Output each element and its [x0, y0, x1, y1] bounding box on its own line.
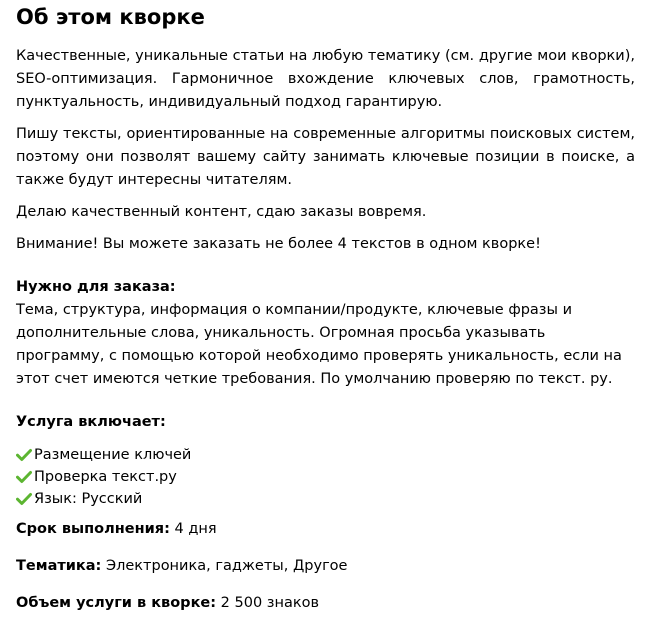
section-title: Об этом кворке [16, 5, 205, 29]
volume-row [16, 592, 635, 615]
term-row [16, 518, 635, 541]
volume-label: Объем услуги в кворке: [16, 595, 217, 611]
description-paragraph: Делаю качественный контент, сдаю заказы вовремя. [16, 204, 427, 220]
theme-label: Тематика: [16, 558, 102, 574]
include-item-text: Размещение ключей [34, 446, 192, 463]
requirements-block [16, 276, 635, 391]
description-paragraph: Пишу тексты, ориентированные на современные алгоритмы поисковых систем, поэтому они позволят вашему сайту занимать ключевые позиции в поиске, а также будут интересны читателям. [16, 126, 635, 188]
requirements-label: Нужно для заказа: [16, 279, 176, 295]
include-item-text: Проверка текст.ру [34, 468, 177, 485]
check-icon [16, 448, 32, 462]
list-item [16, 444, 635, 466]
include-item-text: Язык: Русский [34, 490, 143, 507]
term-value: 4 дня [174, 521, 217, 537]
includes-label: Услуга включает: [16, 414, 166, 430]
description-paragraph: Внимание! Вы можете заказать не более 4 текстов в одном кворке! [16, 236, 541, 252]
includes-list [16, 444, 635, 510]
theme-value: Электроника, гаджеты, Другое [105, 558, 348, 574]
description-paragraph: Качественные, уникальные статьи на любую тематику (см. другие мои кворки), SEO-оптимизация. Гармоничное вхождение ключевых слов, грамотность, пунктуальность, индивидуальный подход гарантирую. [16, 48, 635, 110]
includes-block [16, 411, 635, 510]
list-item [16, 466, 635, 488]
list-item [16, 488, 635, 510]
requirements-text: Тема, структура, информация о компании/продукте, ключевые фразы и дополнительные слова, уникальность. Огромная просьба указывать программу, с помощью которой необходимо проверять уникальность, если на этот счет имеются четкие требования. По умолчанию проверяю по текст. ру. [16, 302, 622, 387]
check-icon [16, 470, 32, 484]
volume-value: 2 500 знаков [220, 595, 320, 611]
description [16, 45, 635, 256]
term-label: Срок выполнения: [16, 521, 170, 537]
theme-row [16, 555, 635, 578]
check-icon [16, 492, 32, 506]
